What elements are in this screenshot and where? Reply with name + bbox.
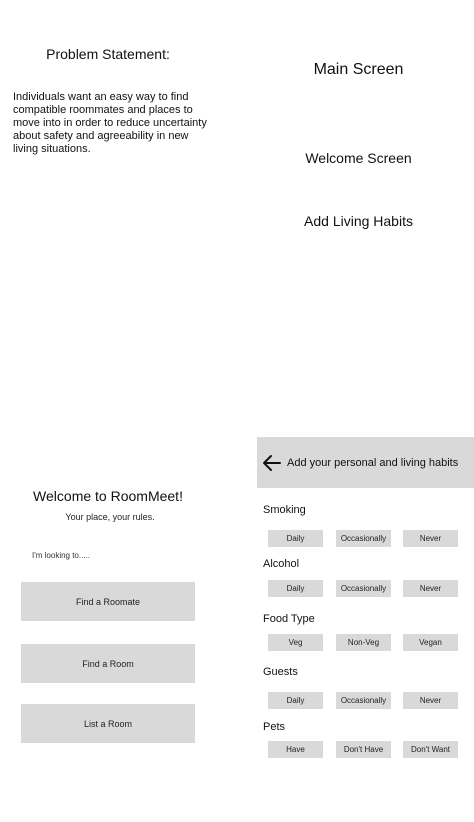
welcome-screen-label: Welcome Screen (305, 150, 412, 166)
option-food-vegan[interactable]: Vegan (403, 634, 458, 651)
welcome-subtitle: Your place, your rules. (65, 512, 155, 522)
option-smoking-daily[interactable]: Daily (268, 530, 323, 547)
welcome-title: Welcome to RoomMeet! (33, 488, 183, 504)
option-guests-occasionally[interactable]: Occasionally (336, 692, 391, 709)
find-roommate-button[interactable]: Find a Roomate (21, 582, 195, 621)
category-label-smoking: Smoking (263, 504, 306, 516)
category-label-alcohol: Alcohol (263, 558, 300, 570)
list-room-button[interactable]: List a Room (21, 704, 195, 743)
find-room-button[interactable]: Find a Room (21, 644, 195, 683)
option-guests-daily[interactable]: Daily (268, 692, 323, 709)
option-smoking-never[interactable]: Never (403, 530, 458, 547)
option-smoking-occasionally[interactable]: Occasionally (336, 530, 391, 547)
option-pets-dont-want[interactable]: Don't Want (403, 741, 458, 758)
option-alcohol-occasionally[interactable]: Occasionally (336, 580, 391, 597)
category-label-guests: Guests (263, 666, 298, 678)
habits-header-title: Add your personal and living habits (287, 456, 459, 469)
back-arrow-icon[interactable] (260, 451, 284, 475)
option-food-non-veg[interactable]: Non-Veg (336, 634, 391, 651)
habits-header (257, 437, 474, 488)
option-pets-have[interactable]: Have (268, 741, 323, 758)
option-guests-never[interactable]: Never (403, 692, 458, 709)
option-alcohol-never[interactable]: Never (403, 580, 458, 597)
add-living-habits-label: Add Living Habits (304, 213, 413, 229)
option-food-veg[interactable]: Veg (268, 634, 323, 651)
option-pets-dont-have[interactable]: Don't Have (336, 741, 391, 758)
category-label-food-type: Food Type (263, 613, 315, 625)
problem-statement-body: Individuals want an easy way to find compatible roommates and places to move into in order to reduce uncertainty about safety and agreeability in new living situations. (13, 91, 207, 155)
option-alcohol-daily[interactable]: Daily (268, 580, 323, 597)
category-label-pets: Pets (263, 721, 286, 733)
main-screen-label: Main Screen (313, 61, 404, 78)
looking-to-label: I'm looking to..... (32, 551, 90, 560)
problem-statement-title: Problem Statement: (46, 46, 170, 62)
